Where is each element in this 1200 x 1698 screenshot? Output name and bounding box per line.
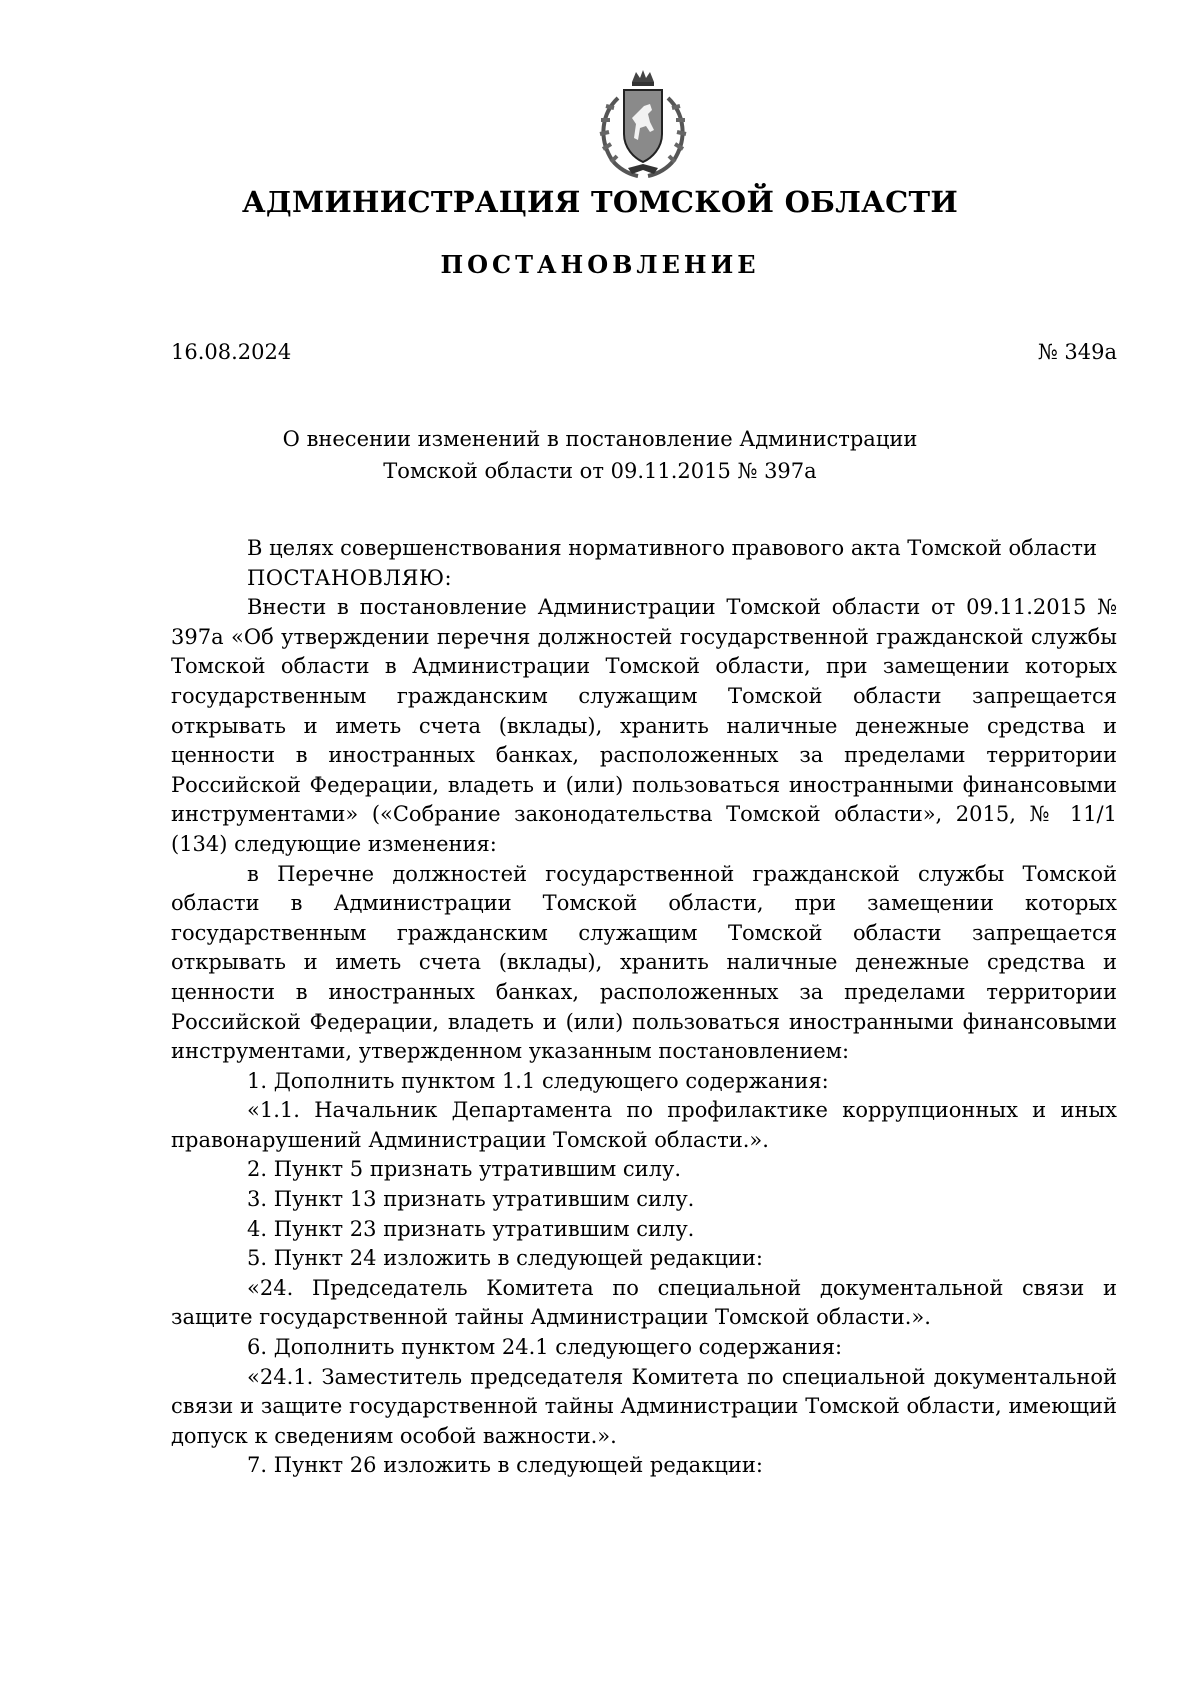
document-type-heading: ПОСТАНОВЛЕНИЕ	[440, 250, 760, 279]
body-paragraph: «24. Председатель Комитета по специальной документальной связи и защите государственной тайны Администрации Томской области.».	[171, 1275, 1117, 1330]
preamble-paragraph: В целях совершенствования нормативного правового акта Томской области	[247, 536, 1098, 560]
document-date: 16.08.2024	[171, 340, 292, 364]
subject-line-1: О внесении изменений в постановление Администрации	[282, 427, 918, 451]
body-paragraph: «24.1. Заместитель председателя Комитета по специальной документальной связи и защите государственной тайны Администрации Томской области, имеющий допуск к сведениям особой важности.».	[171, 1364, 1117, 1448]
body-paragraph: «1.1. Начальник Департамента по профилактике коррупционных и иных правонарушений Администрации Томской области.».	[171, 1098, 1117, 1152]
body-paragraph: 4. Пункт 23 признать утратившим силу.	[247, 1216, 695, 1241]
organization-title: АДМИНИСТРАЦИЯ ТОМСКОЙ ОБЛАСТИ	[241, 185, 959, 219]
decree-keyword: ПОСТАНОВЛЯЮ:	[247, 565, 453, 590]
body-paragraph: Внести в постановление Администрации Томской области от 09.11.2015 № 397а «Об утверждении перечня должностей государственной гражданской службы Томской области в Администрации Томской области, при замещении которых государственным гражданским служащим Томской области запрещается открывать и иметь счета (вклады), хранить наличные денежные средства и ценности в иностранных банках, расположенных за пределами территории Российской Федерации, владеть и (или) пользоваться иностранными финансовыми инструментами» («Собрание законодательства Томской области», 2015, № 11/1 (134) следующие изменения:	[171, 595, 1117, 856]
body-paragraph: в Перечне должностей государственной гражданской службы Томской области в Администрации Томской области, при замещении которых государственным гражданским служащим Томской области запрещается открывать и иметь счета (вклады), хранить наличные денежные средства и ценности в иностранных банках, расположенных за пределами территории Российской Федерации, владеть и (или) пользоваться иностранными финансовыми инструментами, утвержденном указанным постановлением:	[171, 861, 1117, 1064]
document-body	[171, 534, 1117, 1481]
document-subject	[0, 423, 1200, 487]
body-paragraph: 6. Дополнить пунктом 24.1 следующего содержания:	[247, 1335, 843, 1360]
subject-line-2: Томской области от 09.11.2015 № 397а	[383, 459, 817, 483]
body-paragraph: 1. Дополнить пунктом 1.1 следующего содержания:	[247, 1068, 829, 1093]
body-paragraph: 2. Пункт 5 признать утратившим силу.	[247, 1157, 681, 1182]
document-number: № 349а	[1037, 340, 1117, 364]
coat-of-arms-icon	[588, 68, 698, 180]
body-paragraph: 5. Пункт 24 изложить в следующей редакции:	[247, 1246, 763, 1271]
body-paragraph: 7. Пункт 26 изложить в следующей редакции:	[247, 1453, 763, 1478]
body-paragraph: 3. Пункт 13 признать утратившим силу.	[247, 1187, 695, 1212]
